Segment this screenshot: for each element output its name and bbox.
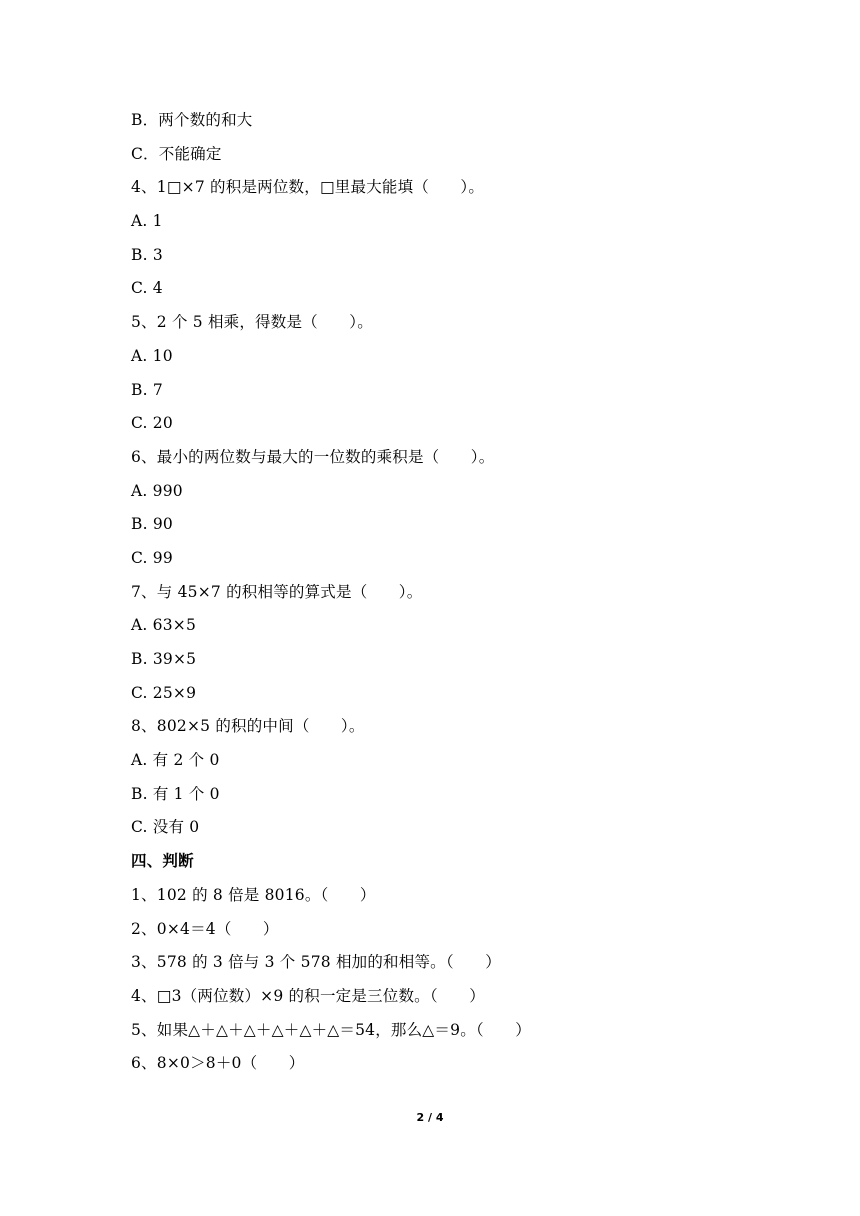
question-line: 6、8×0＞8＋0（ ） [131,1054,305,1073]
page-number: 2 / 4 [416,1111,444,1124]
question-line: C．不能确定 [131,144,222,163]
question-line: B．两个数的和大 [131,111,253,129]
question-line: C. 25×9 [131,683,197,702]
question-line: 8、802×5 的积的中间（ ）。 [131,717,365,736]
question-line: A. 990 [131,481,183,500]
question-line: C. 99 [131,548,173,567]
question-line: 3、578 的 3 倍与 3 个 578 相加的和相等。（ ） [131,953,501,972]
question-line: A. 63×5 [131,616,197,635]
question-line: B. 3 [131,245,163,264]
question-line: B. 7 [131,380,163,399]
question-line: 7、与 45×7 的积相等的算式是（ ）。 [131,582,423,601]
question-line: B. 有 1 个 0 [131,784,220,803]
question-line: A. 有 2 个 0 [131,751,220,770]
question-line: A. 1 [131,212,163,231]
question-line: B. 39×5 [131,650,197,668]
question-line: C. 20 [131,414,173,433]
question-line: 4、1□×7 的积是两位数，□里最大能填（ ）。 [131,178,485,197]
question-list [131,104,751,1081]
question-line: A. 10 [131,346,173,365]
question-line: 4、□3（两位数）×9 的积一定是三位数。（ ） [131,986,485,1005]
question-line: B. 90 [131,515,173,534]
question-line: C. 4 [131,279,163,298]
question-line: 1、102 的 8 倍是 8016。（ ） [131,885,376,904]
question-line: 5、2 个 5 相乘，得数是（ ）。 [131,313,373,332]
question-line: 2、0×4＝4（ ） [131,919,279,938]
question-line: 5、如果△＋△＋△＋△＋△＋△＝54，那么△＝9。（ ） [131,1020,531,1039]
section-heading: 四、判断 [131,852,194,871]
question-line: C. 没有 0 [131,818,200,837]
question-line: 6、最小的两位数与最大的一位数的乘积是（ ）。 [131,447,495,466]
